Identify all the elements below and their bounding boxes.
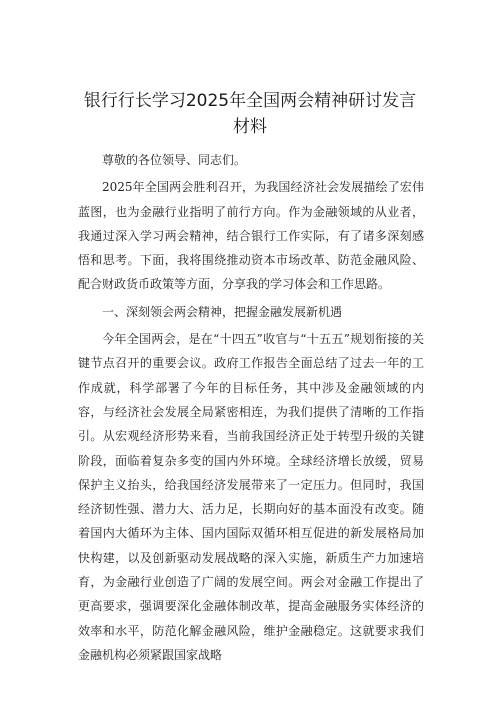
- section-heading: 一、深刻领会两会精神，把握金融发展新机遇: [102, 304, 343, 319]
- salutation: 尊敬的各位领导、同志们。: [102, 153, 247, 167]
- document-title: 银行行长学习2025年全国两会精神研讨发言材料: [83, 91, 417, 137]
- section-paragraph: 今年全国两会，是在“十四五”收官与“十五五”规划衔接的关键节点召开的重要会议。政府工作报告全面总结了过去一年的工作成就，科学部署了今年的目标任务，其中涉及金融领域的内容，与经济社会发展全局紧密相连，为我们提供了清晰的工作指引。从宏观经济形势来看，当前我国经济正处于转型升级的关键阶段，面临着复杂多变的国内外环境。全球经济增长放缓，贸易保护主义抬头，给我国经济发展带来了一定压力。但同时，我国经济韧性强、潜力大、活力足，长期向好的基本面没有改变。随着国内大循环为主体、国内国际双循环相互促进的新发展格局加快构建，以及创新驱动发展战略的深入实施，新质生产力加速培育，为金融行业创造了广阔的发展空间。两会对金融工作提出了更高要求，强调要深化金融体制改革，提高金融服务实体经济的效率和水平，防范化解金融风险，维护金融稳定。这就要求我们金融机构必须紧跟国家战略: [78, 332, 424, 662]
- document-body: [78, 148, 424, 670]
- intro-paragraph: 2025年全国两会胜利召开，为我国经济社会发展描绘了宏伟蓝图，也为金融行业指明了前行方向。作为金融领域的从业者，我通过深入学习两会精神，结合银行工作实际，有了诸多深刻感悟和思考。下面，我将围绕推动资本市场改革、防范金融风险、配合财政货币政策等方面，分享我的学习体会和工作思路。: [78, 180, 424, 292]
